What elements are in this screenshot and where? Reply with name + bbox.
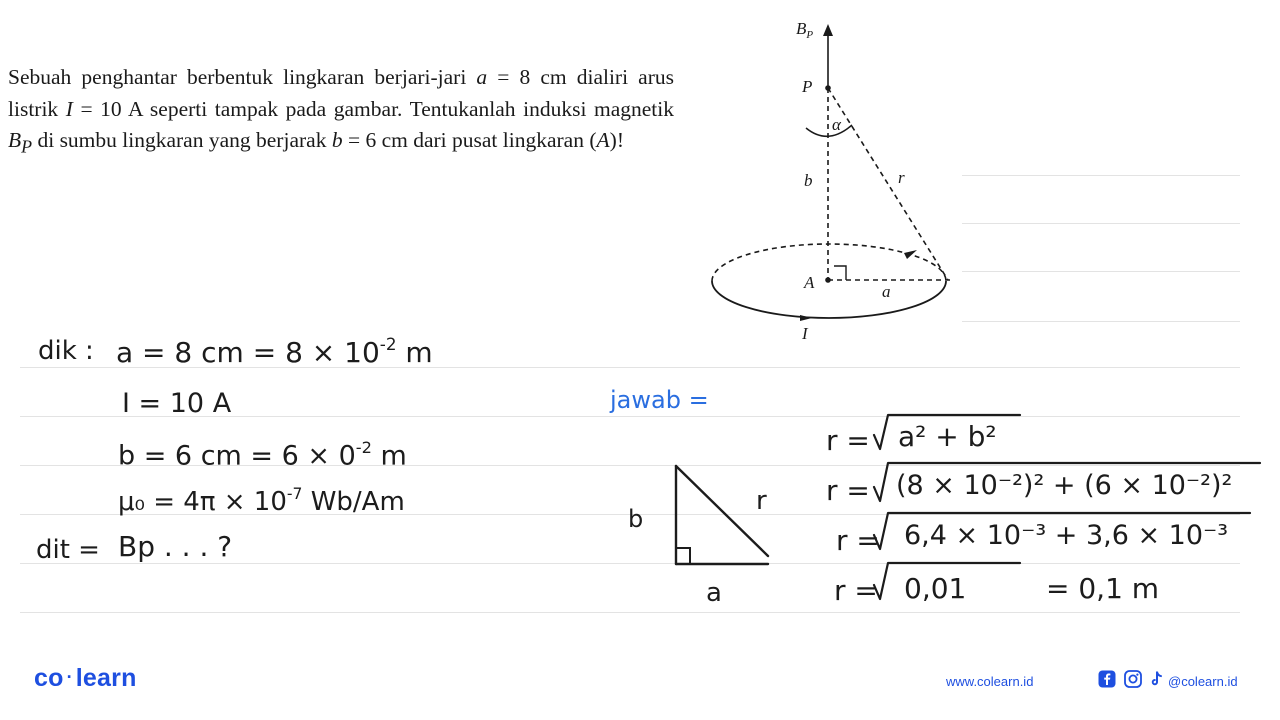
r4-result: = 0,1 m — [1046, 572, 1160, 605]
ruled-line — [962, 271, 1240, 272]
given-mu-unit: Wb/Am — [302, 486, 405, 517]
r1-rad: a² + b² — [898, 420, 997, 453]
dik-label: dik : — [38, 336, 94, 366]
r3-rad: 6,4 × 10⁻³ + 3,6 × 10⁻³ — [904, 520, 1229, 551]
colearn-logo[interactable] — [34, 664, 137, 693]
loop-figure — [700, 0, 970, 345]
given-a-text: a = 8 cm = 8 × 10 — [116, 335, 380, 369]
r1-lhs: r = — [826, 424, 870, 457]
tiktok-icon[interactable] — [1148, 670, 1166, 688]
r2-rad: (8 × 10⁻²)² + (6 × 10⁻²)² — [896, 470, 1233, 501]
current-arrow-bottom — [800, 315, 812, 321]
ruled-line — [962, 175, 1240, 176]
given-b — [118, 438, 407, 471]
ring-back-dashed — [712, 244, 946, 281]
given-mu-exp: -7 — [286, 485, 303, 503]
triangle-label-b: b — [628, 505, 644, 533]
problem-seg: )! — [609, 128, 624, 152]
triangle-label-a: a — [706, 578, 722, 608]
jawab-label: jawab = — [610, 386, 709, 414]
problem-var: a — [476, 65, 488, 89]
point-a — [825, 277, 831, 283]
r3-lhs: r = — [836, 524, 880, 557]
dit-label: dit = — [36, 535, 100, 565]
facebook-icon[interactable] — [1098, 670, 1116, 688]
current-arrow-top — [904, 250, 917, 259]
logo-text-learn: learn — [75, 664, 137, 692]
given-b-exp: -2 — [355, 438, 372, 457]
right-angle-mark — [834, 266, 846, 280]
dit-value: Bp . . . ? — [118, 530, 233, 563]
ruled-line — [962, 321, 1240, 322]
r4-lhs: r = — [834, 574, 878, 607]
given-b-unit: m — [371, 440, 407, 472]
ring-front — [712, 281, 946, 318]
instagram-icon[interactable] — [1124, 670, 1142, 688]
problem-seg: di sumbu lingkaran yang berjarak — [32, 128, 332, 152]
r4-rad: 0,01 — [904, 572, 967, 605]
label-a-point: A — [804, 273, 815, 292]
given-i: I = 10 A — [122, 388, 232, 419]
point-p — [825, 85, 831, 91]
r2-lhs: r = — [826, 474, 870, 507]
given-mu — [118, 485, 405, 517]
given-a-exp: -2 — [379, 334, 397, 354]
problem-var: B — [8, 128, 22, 152]
label-alpha: α — [832, 115, 841, 134]
problem-var: b — [331, 128, 343, 152]
triangle-hypotenuse — [676, 466, 768, 556]
problem-var: P — [21, 136, 33, 157]
given-mu-text: μ₀ = 4π × 10 — [118, 486, 287, 517]
problem-var: I — [65, 96, 73, 121]
label-p: P — [802, 77, 813, 96]
website-link[interactable]: www.colearn.id — [946, 674, 1034, 689]
triangle-label-r: r — [756, 486, 767, 516]
problem-text — [8, 62, 674, 163]
given-a-unit: m — [396, 335, 433, 369]
triangle-right-angle — [676, 548, 690, 564]
label-bp: $B_P$ — [796, 19, 814, 41]
label-a-radius: a — [882, 282, 891, 301]
label-b: b — [804, 171, 813, 190]
problem-seg: = 6 cm dari pusat lingkaran ( — [342, 128, 597, 152]
problem-seg: = 8 cm dialiri arus listrik — [8, 65, 674, 121]
ruled-line — [962, 223, 1240, 224]
problem-var: A — [596, 128, 610, 152]
given-b-text: b = 6 cm = 6 × 0 — [118, 440, 356, 472]
bp-arrowhead — [823, 24, 833, 36]
social-handle[interactable]: @colearn.id — [1168, 674, 1238, 689]
given-a — [116, 334, 433, 369]
line-r-dashed — [828, 88, 948, 280]
problem-seg: Sebuah penghantar berbentuk lingkaran berjari-jari — [8, 65, 477, 89]
logo-dot: · — [66, 667, 73, 687]
logo-text-co: co — [34, 664, 64, 692]
label-i: I — [802, 324, 808, 343]
alpha-arc — [806, 125, 852, 136]
problem-seg: = 10 A seperti tampak pada gambar. Tentukanlah induksi magnetik — [72, 96, 674, 121]
label-r: r — [898, 168, 905, 187]
